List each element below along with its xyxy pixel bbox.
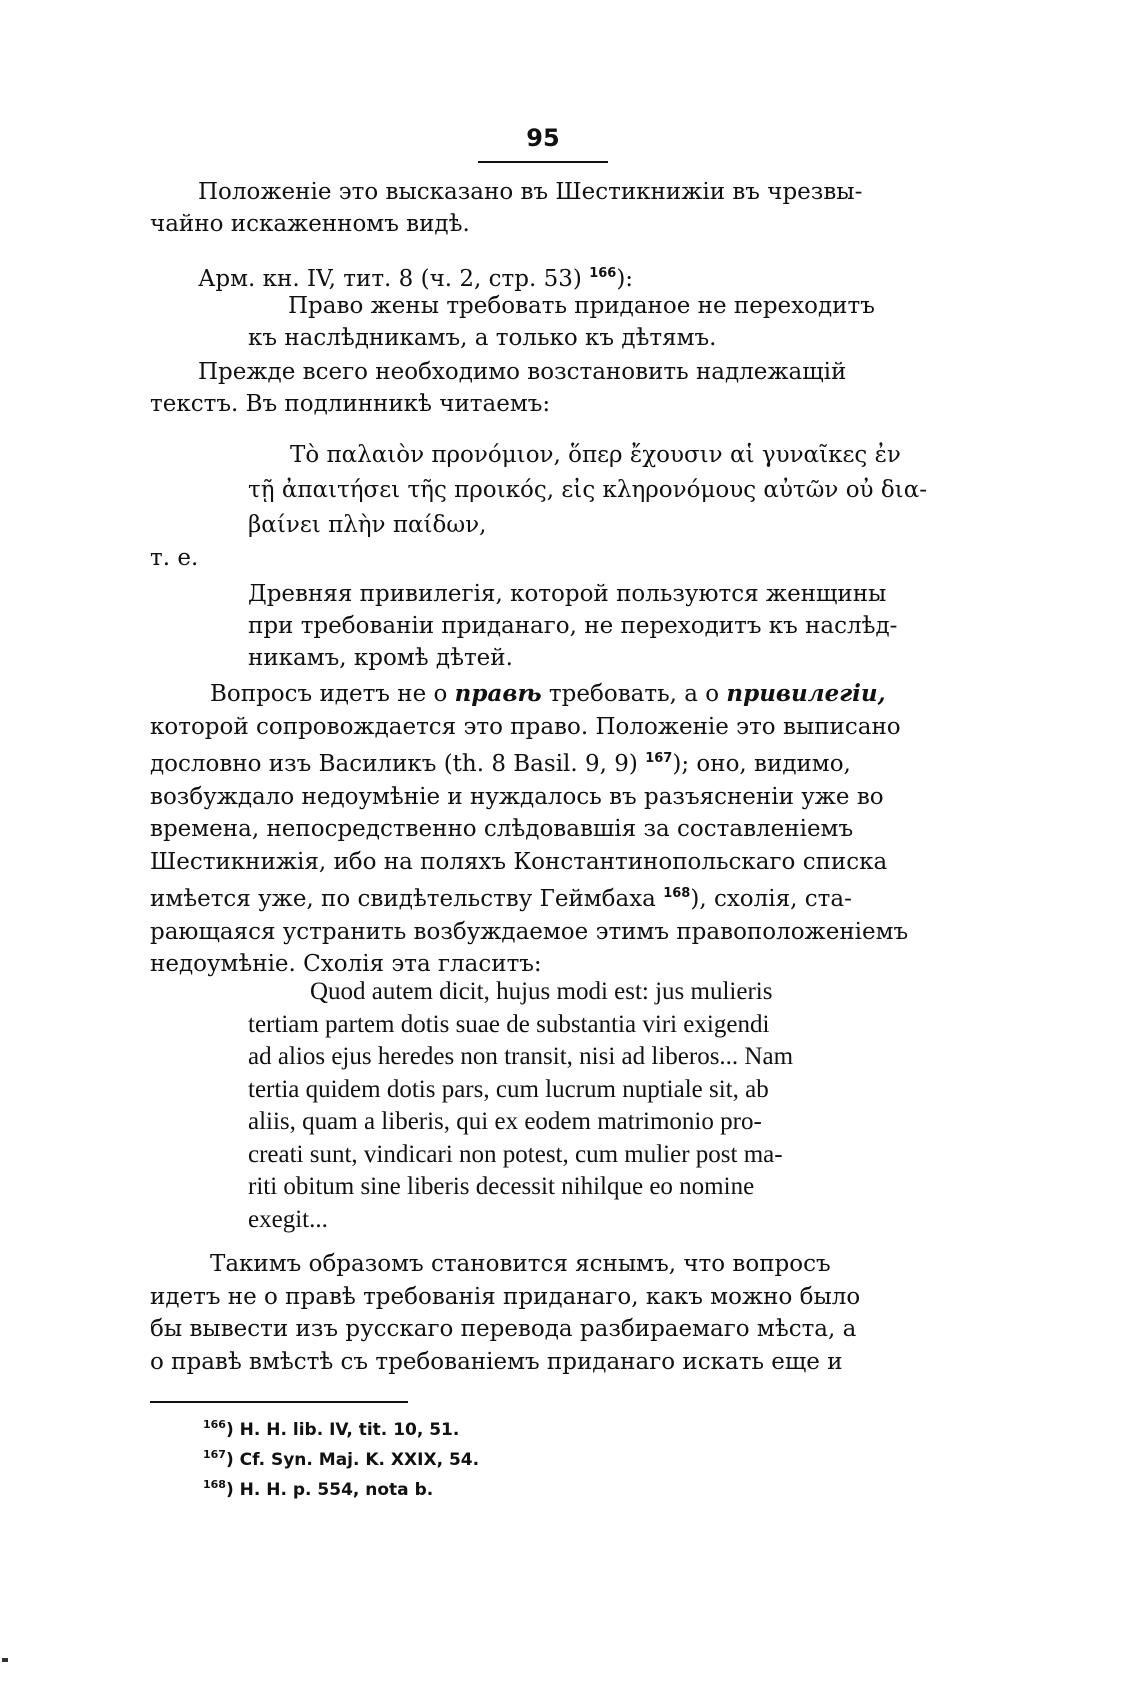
text-span: требовать, а о	[541, 681, 727, 707]
quote-line: Древняя привилегія, которой пользуются женщины	[248, 581, 887, 607]
footnote-number: 168	[203, 1478, 226, 1491]
paragraph-3	[150, 356, 940, 420]
footnote-ref: 168	[663, 886, 691, 901]
latin-line: Quod autem dicit, hujus modi est: jus mulieris	[310, 978, 773, 1005]
emphasis: правѣ	[454, 680, 542, 707]
paragraph-line: чайно искаженномъ видѣ.	[150, 211, 470, 237]
paragraph-line: идетъ не о правѣ требованія приданаго, какъ можно было	[150, 1283, 861, 1310]
paragraph-line: о правѣ вмѣстѣ съ требованіемъ приданаго искать еще и	[150, 1348, 843, 1375]
scan-mark	[2, 1658, 8, 1662]
quote-line: при требованіи приданаго, не переходитъ къ наслѣд-	[248, 613, 898, 639]
paragraph-line: времена, непосредственно слѣдовавшія за составленіемъ	[150, 816, 854, 842]
latin-line: creati sunt, vindicari non potest, cum mulier post ma-	[248, 1140, 783, 1168]
text-span: Арм. кн. IV, тит. 8 (ч. 2, стр. 53)	[198, 266, 582, 292]
paragraph-1	[150, 176, 932, 240]
text-span: имѣется уже, по свидѣтельству Геймбаха	[150, 886, 656, 912]
quote-line: къ наслѣдникамъ, а только къ дѣтямъ.	[248, 325, 717, 351]
latin-line: riti obitum sine liberis decessit nihilque eo nomine	[248, 1173, 755, 1200]
paragraph-5	[150, 1248, 940, 1378]
quote-line: Право жены требовать приданое не переходитъ	[288, 293, 875, 319]
te-abbrev: т. е.	[150, 545, 199, 571]
text-span: дословно изъ Василикъ (th. 8 Basil. 9, 9)	[150, 751, 638, 777]
paragraph-line	[150, 678, 940, 711]
paragraph-4	[150, 678, 940, 981]
latin-line: ad alios ejus heredes non transit, nisi ad liberos... Nam	[248, 1043, 794, 1070]
paragraph-line: рающаяся устранить возбуждаемое этимъ правоположеніемъ	[150, 918, 909, 945]
paragraph-line: возбуждало недоумѣніе и нуждалось въ разъясненіи уже во	[150, 783, 884, 810]
quote-1	[248, 290, 938, 354]
text-span: Вопросъ идетъ не о	[210, 681, 455, 707]
paragraph-line: Положеніе это высказано въ Шестикнижіи въ чрезвы-	[198, 179, 863, 205]
paragraph-line: недоумѣніе. Схолія эта гласитъ:	[150, 951, 542, 977]
footnote	[203, 1448, 479, 1470]
footnote	[203, 1478, 433, 1500]
footnote-number: 167	[203, 1448, 226, 1461]
footnote-text: ) H. H. lib. IV, tit. 10, 51.	[225, 1420, 460, 1440]
emphasis: привилегіи,	[726, 680, 886, 707]
latin-line: tertiam partem dotis suae de substantia viri exigendi	[248, 1010, 770, 1038]
paragraph-line	[150, 878, 940, 916]
paragraph-line: которой сопровождается это право. Положеніе это выписано	[150, 713, 901, 740]
text-span: ); оно, видимо,	[672, 751, 851, 777]
footnote-text: ) Cf. Syn. Maj. K. XXIX, 54.	[225, 1450, 480, 1470]
quote-2	[248, 578, 938, 674]
page-number: 95	[526, 124, 560, 152]
latin-line: exegit...	[248, 1205, 328, 1233]
footnote-rule	[150, 1401, 408, 1403]
page-number-rule	[478, 161, 608, 163]
footnote-ref: 167	[645, 751, 673, 766]
latin-quote	[248, 976, 938, 1236]
latin-line: tertia quidem dotis pars, cum lucrum nuptiale sit, ab	[248, 1075, 769, 1103]
footnote-ref: 166	[589, 266, 617, 281]
greek-quote	[248, 438, 938, 543]
footnote	[203, 1418, 459, 1440]
text-span: ):	[616, 266, 634, 292]
paragraph-line: Прежде всего необходимо возстановить надлежащій	[198, 359, 847, 385]
footnote-text: ) H. H. p. 554, nota b.	[225, 1480, 434, 1500]
paragraph-line	[150, 743, 940, 781]
paragraph-line: текстъ. Въ подлинникѣ читаемъ:	[150, 391, 551, 417]
greek-line: βαίνει πλὴν παίδων,	[248, 512, 487, 538]
footnote-number: 166	[203, 1418, 226, 1431]
text-span: ), схолія, ста-	[690, 886, 852, 912]
greek-line: τῇ ἀπαιτήσει τῆς προικός, εἰς κληρονόμους αὐτῶν οὐ δια-	[248, 477, 928, 503]
paragraph-line: Такимъ образомъ становится яснымъ, что вопросъ	[210, 1251, 831, 1277]
quote-line: никамъ, кромѣ дѣтей.	[248, 645, 513, 671]
paragraph-line: Шестикнижія, ибо на поляхъ Константинопольскаго списка	[150, 848, 888, 875]
greek-line: Τὸ παλαιὸν προνόμιον, ὅπερ ἔχουσιν αἱ γυναῖκες ἐν	[290, 442, 901, 468]
paragraph-line: бы вывести изъ русскаго перевода разбираемаго мѣста, а	[150, 1316, 857, 1342]
latin-line: aliis, quam a liberis, qui ex eodem matrimonio pro-	[248, 1108, 762, 1135]
